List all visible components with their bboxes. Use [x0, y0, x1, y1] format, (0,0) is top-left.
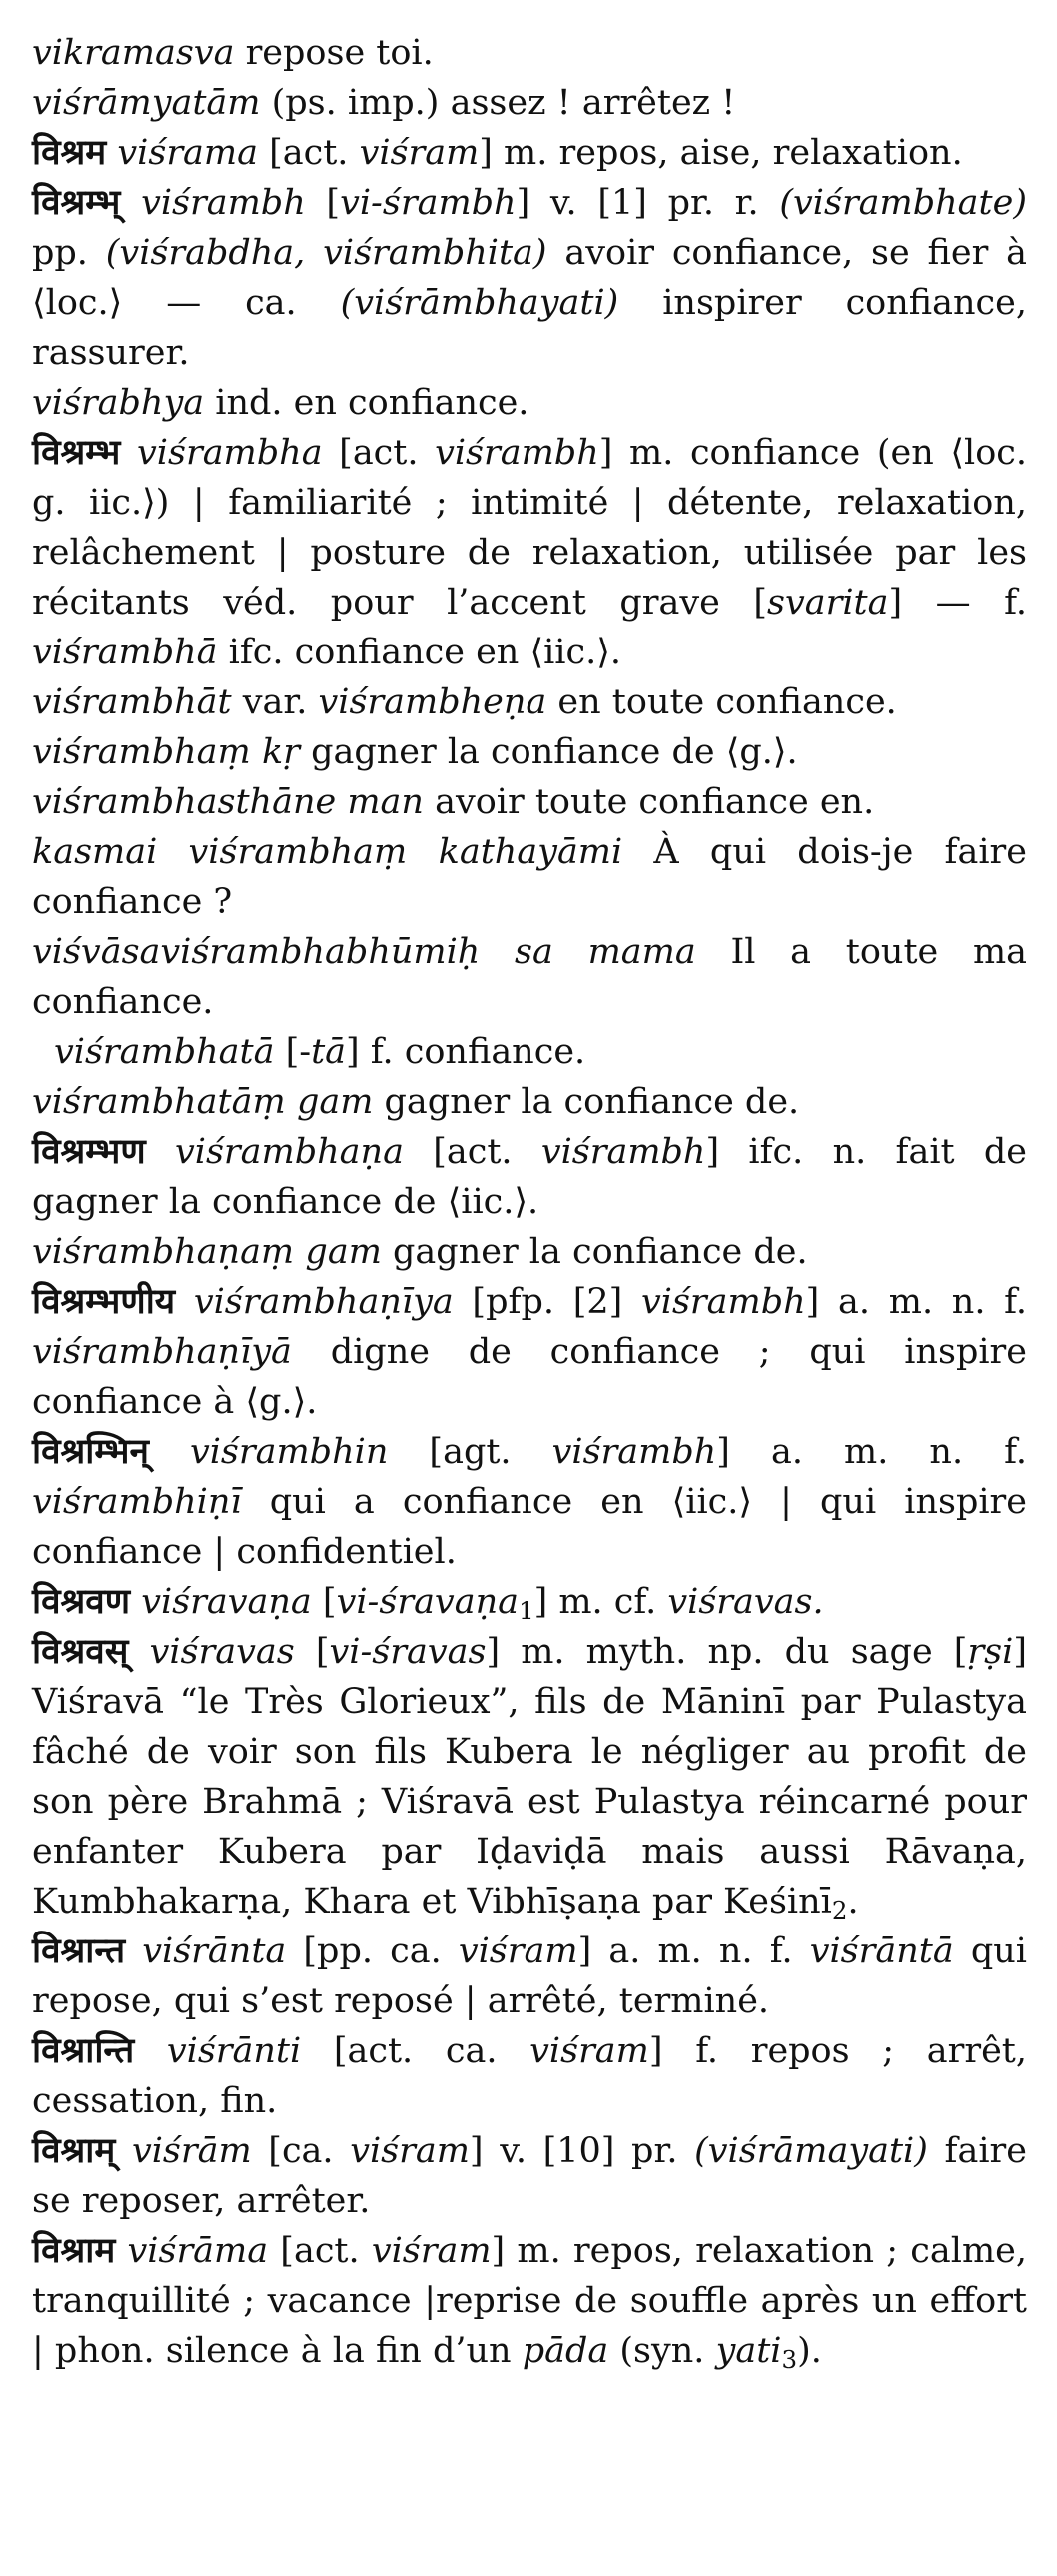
entry-text: ] a. m. n. f. [805, 1282, 1027, 1322]
dictionary-entry [32, 378, 1027, 428]
entry-text: [agt. [388, 1432, 552, 1472]
entry-text: var. [231, 682, 319, 722]
entry-text [175, 1282, 194, 1322]
entry-italic-text: viśravas. [667, 1582, 824, 1622]
entry-text: ] m. repos, relaxation ; calme, tranquillité ; vacance |reprise de souffle après un effort | phon. silence à la fin d’un [32, 2231, 1027, 2371]
entry-italic-text: viśrambh [641, 1282, 806, 1322]
entry-text: ] Viśravā “le Très Glorieux”, fils de Māninī par Pulastya fâché de voir son fils Kubera le négliger au profit de son père Brahmā ; Viśravā est Pulastya réincarné pour enfanter Kubera par Iḍaviḍā mais aussi Rāvaṇa, Kumbhakarṇa, Khara et Vibhīṣaṇa par Keśinī [32, 1632, 1027, 1922]
entry-text: [act. [268, 2231, 372, 2271]
entry-italic-text: viśrambhiṇī [32, 1482, 242, 1522]
dictionary-entry [32, 428, 1027, 677]
dictionary-entry [32, 1277, 1027, 1427]
entry-text: À qui dois-je faire confiance ? [32, 832, 1027, 922]
entry-text: repose toi. [234, 33, 434, 73]
entry-text: avoir confiance, se fier à ⟨loc.⟩ — ca. [32, 233, 1027, 323]
entry-italic-text: (viśrabdha, viśrambhita) [105, 233, 547, 273]
entry-text: [pfp. [2] [453, 1282, 641, 1322]
dictionary-entry [32, 1227, 1027, 1277]
entry-italic-text: viśrambhaṇaṃ gam [32, 1232, 382, 1272]
headword-devanagari: विश्रम्भ [32, 433, 121, 473]
entry-italic-text: pāda [522, 2331, 609, 2371]
entry-italic-text: viśravas [149, 1632, 295, 1672]
entry-text: . [847, 1882, 859, 1922]
entry-text [120, 433, 137, 473]
dictionary-entry [32, 78, 1027, 128]
entry-italic-text: viśravaṇa [141, 1582, 312, 1622]
entry-italic-text: viśram [371, 2231, 492, 2271]
dictionary-entry [32, 2226, 1027, 2376]
entry-italic-text: viśrama [117, 133, 258, 173]
dictionary-entry [32, 827, 1027, 927]
entry-italic-text: viśrambheṇa [318, 682, 547, 722]
entry-text: ] ifc. n. fait de gagner la confiance de ⟨iic.⟩. [32, 1132, 1027, 1222]
entry-text: inspirer confiance, rassurer. [32, 283, 1027, 373]
dictionary-entry [32, 2126, 1027, 2226]
entry-italic-text: yati [715, 2331, 782, 2371]
entry-italic-text: (viśrāmayati) [694, 2131, 928, 2171]
entry-text: [ca. [251, 2131, 351, 2171]
entry-text: Il a toute ma confiance. [32, 932, 1027, 1022]
entry-text: gagner la confiance de. [373, 1082, 800, 1122]
entry-italic-text: ṛṣi [967, 1632, 1014, 1672]
headword-devanagari: विश्रम्भिन् [32, 1432, 149, 1472]
entry-italic-text: viśvāsaviśrambhabhūmiḥ sa mama [32, 932, 696, 972]
entry-italic-text: viśrambh [551, 1432, 717, 1472]
entry-text: [ [305, 183, 341, 223]
entry-text: [act. [322, 433, 436, 473]
entry-text: [act. ca. [301, 2031, 530, 2071]
entry-italic-text: viśrām [131, 2131, 252, 2171]
entry-italic-text: viśrānta [142, 1932, 287, 1971]
entry-italic-text: viśrambhāt [32, 682, 232, 722]
entry-italic-text: viśrambh [141, 183, 306, 223]
entry-italic-text: svarita [766, 583, 889, 623]
entry-text: faire se reposer, arrêter. [32, 2131, 1027, 2221]
entry-italic-text: viśrambh [435, 433, 599, 473]
entry-italic-text: viśrambhatā [54, 1032, 275, 1072]
entry-italic-text: viśrāmyatām [32, 83, 261, 123]
entry-text: digne de confiance ; qui inspire confiance à ⟨g.⟩. [32, 1332, 1027, 1422]
entry-text [120, 183, 141, 223]
headword-devanagari: विश्राम [32, 2231, 116, 2271]
entry-italic-text: viśrānti [166, 2031, 302, 2071]
entry-italic-text: (viśrambhate) [779, 183, 1027, 223]
headword-devanagari: विश्रम [32, 133, 107, 173]
dictionary-entry [32, 1927, 1027, 2026]
headword-devanagari: विश्रम्भणीय [32, 1282, 176, 1322]
entry-text: ] a. m. n. f. [577, 1932, 810, 1971]
entry-italic-text: viśrāma [127, 2231, 269, 2271]
subscript-index: 2 [831, 1896, 848, 1926]
entry-italic-text: viśrambhaṇa [175, 1132, 404, 1172]
subscript-index: 1 [518, 1596, 534, 1626]
entry-text: ] m. repos, aise, relaxation. [479, 133, 963, 173]
entry-text: qui a confiance en ⟨iic.⟩ | qui inspire confiance | confidentiel. [32, 1482, 1027, 1572]
dictionary-entry [32, 1577, 1027, 1627]
entry-text: en toute confiance. [546, 682, 897, 722]
dictionary-entry [32, 777, 1027, 827]
entry-text: gagner la confiance de. [381, 1232, 808, 1272]
dictionary-entry [32, 2026, 1027, 2126]
entry-text: qui repose, qui s’est reposé | arrêté, terminé. [32, 1932, 1027, 2021]
entry-text [115, 2231, 127, 2271]
entry-text [130, 1582, 141, 1622]
entry-italic-text: viśram [359, 133, 480, 173]
entry-text: ] m. myth. np. du sage [ [486, 1632, 968, 1672]
dictionary-entry [32, 677, 1027, 727]
entry-text: [act. [403, 1132, 541, 1172]
entry-italic-text: vikramasva [32, 33, 235, 73]
entry-italic-text: viśrambhatāṃ gam [32, 1082, 374, 1122]
entry-text: [- [274, 1032, 312, 1072]
entry-italic-text: tā [311, 1032, 347, 1072]
dictionary-entry [32, 1427, 1027, 1577]
entry-italic-text: (viśrāmbhayati) [340, 283, 619, 323]
entry-italic-text: kasmai viśrambhaṃ kathayāmi [32, 832, 623, 872]
entry-text: [pp. ca. [286, 1932, 459, 1971]
entry-italic-text: viśrambhaṇīya [193, 1282, 454, 1322]
entry-text: [ [311, 1582, 337, 1622]
entry-text [128, 1632, 149, 1672]
entry-text: ] — f. [888, 583, 1027, 623]
headword-devanagari: विश्रवस् [32, 1632, 129, 1672]
subscript-index: 3 [781, 2345, 798, 2375]
headword-devanagari: विश्रम्भ् [32, 183, 121, 223]
entry-text [149, 1432, 190, 1472]
dictionary-entry [32, 927, 1027, 1027]
entry-text [134, 2031, 167, 2071]
entry-italic-text: viśrambhā [32, 633, 218, 672]
entry-italic-text: viśrabhya [32, 383, 205, 423]
headword-devanagari: विश्रवण [32, 1582, 131, 1622]
entry-text: (syn. [608, 2331, 716, 2371]
entry-text [115, 2131, 132, 2171]
entry-text [125, 1932, 142, 1971]
entry-italic-text: viśrambhin [189, 1432, 389, 1472]
entry-text: (ps. imp.) assez ! arrêtez ! [260, 83, 736, 123]
entry-italic-text: viśrambhaṇīyā [32, 1332, 292, 1372]
entry-italic-text: viśrambh [540, 1132, 706, 1172]
entry-italic-text: viśram [458, 1932, 578, 1971]
entry-text [106, 133, 117, 173]
entry-text: gagner la confiance de ⟨g.⟩. [299, 732, 798, 772]
headword-devanagari: विश्रम्भण [32, 1132, 146, 1172]
entry-italic-text: viśrāntā [809, 1932, 954, 1971]
entry-text: ] a. m. n. f. [716, 1432, 1027, 1472]
entry-italic-text: viśrambhaṃ kṛ [32, 732, 300, 772]
entry-text: ifc. confiance en ⟨iic.⟩. [217, 633, 621, 672]
entry-text: avoir toute confiance en. [423, 782, 875, 822]
dictionary-entry [32, 1077, 1027, 1127]
entry-italic-text: viśrambha [137, 433, 323, 473]
entry-text: ] f. repos ; arrêt, cessation, fin. [32, 2031, 1027, 2121]
entry-text: ] v. [10] pr. [469, 2131, 695, 2171]
headword-devanagari: विश्राम् [32, 2131, 116, 2171]
entry-italic-text: viśram [529, 2031, 649, 2071]
dictionary-entry [32, 1127, 1027, 1227]
entry-text: ] m. cf. [533, 1582, 668, 1622]
dictionary-entry [32, 128, 1027, 178]
entry-text: ] f. confiance. [346, 1032, 586, 1072]
entry-text: ] v. [1] pr. r. [516, 183, 780, 223]
entry-text: ind. en confiance. [204, 383, 529, 423]
entry-text [146, 1132, 175, 1172]
dictionary-entry [32, 1027, 1027, 1077]
dictionary-entry [32, 178, 1027, 378]
headword-devanagari: विश्रान्ति [32, 2031, 135, 2071]
headword-devanagari: विश्रान्त [32, 1932, 126, 1971]
entry-italic-text: vi-śravaṇa [336, 1582, 519, 1622]
entry-italic-text: viśrambhasthāne man [32, 782, 424, 822]
dictionary-entry [32, 727, 1027, 777]
entry-text: ). [797, 2331, 822, 2371]
entry-text: [ [294, 1632, 330, 1672]
entry-text: ] m. confiance (en ⟨loc. g. iic.⟩) | familiarité ; intimité | détente, relaxation, relâchement | posture de relaxation, utilisée par les récitants véd. pour l’accent grave [ [32, 433, 1027, 623]
dictionary-entry [32, 1627, 1027, 1927]
entry-text: pp. [32, 233, 106, 273]
entry-italic-text: viśram [350, 2131, 470, 2171]
entry-text: [act. [257, 133, 360, 173]
entry-italic-text: vi-śravas [329, 1632, 487, 1672]
dictionary-entry [32, 28, 1027, 78]
entry-italic-text: vi-śrambh [340, 183, 517, 223]
